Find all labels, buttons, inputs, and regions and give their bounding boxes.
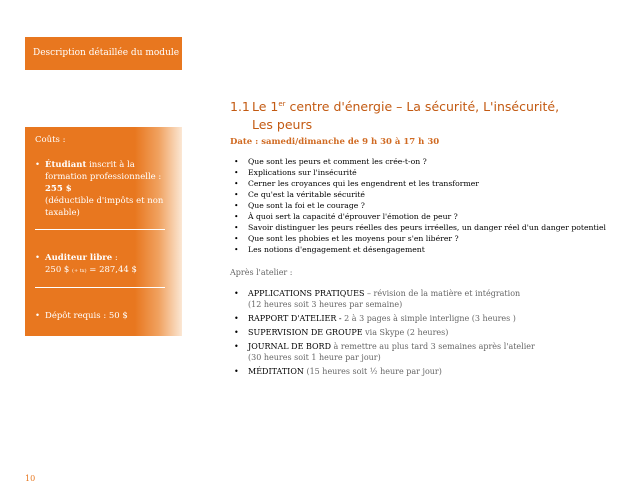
bullet-icon: • (234, 190, 239, 199)
bullet-icon: • (234, 245, 239, 254)
bullet-icon: • (234, 168, 239, 177)
list-item (234, 366, 629, 377)
deposit-text: Dépôt requis : 50 $ (45, 311, 128, 321)
item-name: RAPPORT D'ATELIER - (248, 314, 342, 323)
list-item (234, 189, 629, 200)
list-item (234, 211, 629, 222)
bullet-icon: • (234, 367, 239, 376)
list-item (234, 233, 629, 244)
cost-panel (25, 127, 182, 336)
student-label: Étudiant (45, 160, 87, 170)
list-item-text: Cerner les croyances qui les engendrent et les transformer (248, 179, 479, 188)
bullet-icon: • (234, 342, 239, 351)
list-item (234, 313, 629, 324)
bullet-icon: • (234, 223, 239, 232)
list-item-text: Savoir distinguer les peurs réelles des peurs irréelles, un danger réel d'un danger potentiel (248, 223, 607, 232)
section-number: 1.1 (230, 99, 250, 115)
item-detail: à remettre au plus tard 3 semaines après l'atelier (330, 342, 535, 351)
auditor-tax: (+ tx) (72, 268, 87, 274)
cost-item-student (35, 159, 176, 219)
bullet-icon: • (234, 314, 239, 323)
cost-item-auditor (35, 252, 176, 277)
list-item (234, 222, 629, 233)
item-name: JOURNAL DE BORD (248, 342, 331, 351)
title-sup: er (278, 100, 286, 108)
topic-list (234, 156, 629, 255)
title-part-1: Le 1 (252, 99, 279, 115)
student-price: 255 $ (45, 184, 72, 194)
page-number: 10 (25, 474, 36, 483)
auditor-total: = 287,44 $ (86, 265, 137, 275)
student-desc: inscrit à la formation professionnelle : (45, 160, 162, 182)
list-item-text: Que sont les phobies et les moyens pour s'en libérer ? (248, 234, 459, 243)
cost-item-deposit (35, 310, 176, 322)
title-part-2: centre d'énergie – La sécurité, L'insécurité, (285, 99, 560, 115)
bullet-icon: • (234, 212, 239, 221)
bullet-icon: • (35, 253, 41, 263)
module-header-label: Description détaillée du module 1 (33, 48, 188, 58)
bullet-icon: • (234, 157, 239, 166)
list-item (234, 288, 629, 310)
auditor-label: Auditeur libre (45, 253, 113, 263)
list-item (234, 200, 629, 211)
date-line: Date : samedi/dimanche de 9 h 30 à 17 h 30 (230, 137, 440, 147)
bullet-icon: • (35, 160, 41, 170)
list-item-text: À quoi sert la capacité d'éprouver l'émotion de peur ? (248, 212, 458, 221)
item-detail-2: (30 heures soit 1 heure par jour) (248, 353, 381, 362)
bullet-icon: • (234, 179, 239, 188)
auditor-price: 250 $ (45, 265, 70, 275)
costs-label: Coûts : (35, 135, 66, 145)
item-detail: via Skype (2 heures) (362, 328, 449, 337)
student-note: (déductible d'impôts et non taxable) (45, 196, 164, 218)
bullet-icon: • (35, 311, 41, 321)
bullet-icon: • (234, 201, 239, 210)
list-item (234, 167, 629, 178)
bullet-icon: • (234, 328, 239, 337)
list-item (234, 178, 629, 189)
item-name: APPLICATIONS PRATIQUES (248, 289, 365, 298)
item-name: MÉDITATION (248, 367, 304, 376)
list-item-text: Que sont les peurs et comment les crée-t-on ? (248, 157, 427, 166)
list-item-text: Explications sur l'insécurité (248, 168, 357, 177)
list-item-text: Ce qu'est la véritable sécurité (248, 190, 365, 199)
auditor-colon: : (112, 253, 118, 263)
list-item (234, 341, 629, 363)
list-item (234, 327, 629, 338)
bullet-icon: • (234, 289, 239, 298)
after-workshop-label: Après l'atelier : (230, 268, 293, 277)
list-item (234, 244, 629, 255)
item-detail: 2 à 3 pages à simple interligne (3 heures ) (341, 314, 516, 323)
module-header-bar (25, 37, 188, 70)
separator (35, 229, 165, 230)
list-item (234, 156, 629, 167)
after-workshop-list (234, 288, 629, 380)
section-title (230, 95, 620, 134)
bullet-icon: • (234, 234, 239, 243)
list-item-text: Les notions d'engagement et désengagement (248, 245, 425, 254)
item-detail-2: (12 heures soit 3 heures par semaine) (248, 300, 403, 309)
item-detail: (15 heures soit ½ heure par jour) (303, 367, 442, 376)
title-line-2: Les peurs (252, 117, 313, 133)
item-detail: – révision de la matière et intégration (364, 289, 521, 298)
list-item-text: Que sont la foi et le courage ? (248, 201, 365, 210)
separator (35, 287, 165, 288)
item-name: SUPERVISION DE GROUPE (248, 328, 363, 337)
